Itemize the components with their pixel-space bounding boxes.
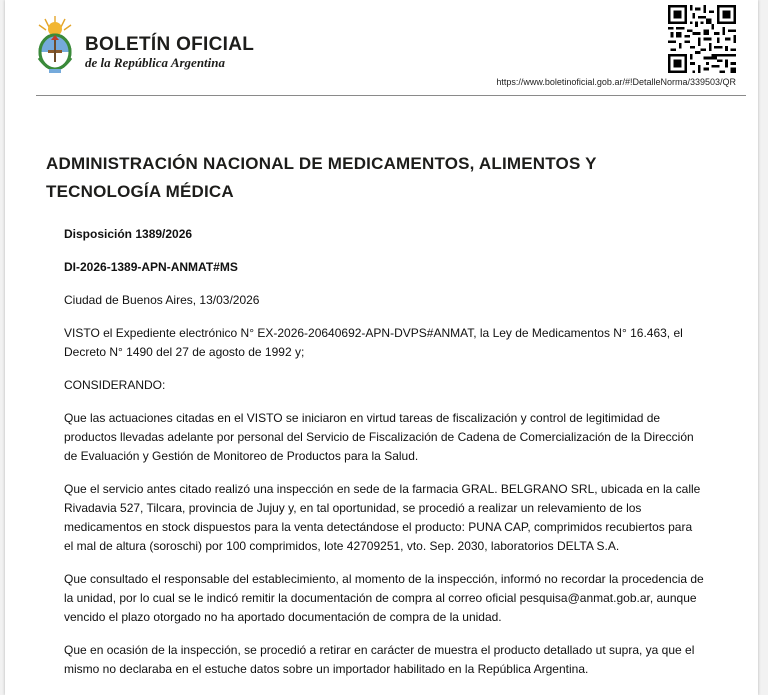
disposition-reference: DI-2026-1389-APN-ANMAT#MS xyxy=(64,260,238,274)
paragraph: Que el servicio antes citado realizó una inspección en sede de la farmacia GRAL. BELGRANO SRL, ubicada en la calle Rivadavia 527, Tilcara, provincia de Jujuy y, en tal oportunidad, se procedió a realizar un relevamiento de los medicamentos en stock dispuestos para la venta detectándose el producto: PUNA CAP, comprimidos recubiertos para el mal de altura (soroschi) por 100 comprimidos, lote 42709251, vto. Sep. 2030, laboratorios DELTA S.A. xyxy=(64,482,701,553)
document-page xyxy=(5,0,758,695)
place-date: Ciudad de Buenos Aires, 13/03/2026 xyxy=(64,293,260,307)
brand-subtitle: de la República Argentina xyxy=(85,55,225,70)
document-url[interactable]: https://www.boletinoficial.gob.ar/#!DetalleNorma/339503/QR xyxy=(496,77,736,87)
disposition-number: Disposición 1389/2026 xyxy=(64,227,193,241)
paragraph: Que consultado el responsable del establecimiento, al momento de la inspección, informó no recordar la procedencia de la unidad, por lo cual se le indicó remitir la documentación de compra al correo oficial pesquisa@anmat.gob.ar, aunque vencido el plazo otorgado no ha aportado documentación de compra de la unidad. xyxy=(64,572,704,624)
document-body xyxy=(64,225,704,693)
qr-code-icon[interactable] xyxy=(668,5,736,73)
header-divider xyxy=(36,95,746,96)
paragraph: Que en ocasión de la inspección, se procedió a retirar en carácter de muestra el producto detallado ut supra, ya que el mismo no declaraba en el estuche datos sobre un importador habilitado en la República Argentina. xyxy=(64,643,695,676)
argentina-coat-of-arms-icon xyxy=(33,14,77,78)
considerando-heading: CONSIDERANDO: xyxy=(64,378,166,392)
header xyxy=(5,0,758,96)
brand-title: BOLETÍN OFICIAL xyxy=(85,34,255,55)
paragraph: Que las actuaciones citadas en el VISTO se iniciaron en virtud tareas de fiscalización y control de legitimidad de productos llevadas adelante por personal del Servicio de Fiscalización de Cadena de Comercialización de la Dirección de Evaluación y Gestión de Monitoreo de Productos para la Salud. xyxy=(64,411,694,463)
organization-title: ADMINISTRACIÓN NACIONAL DE MEDICAMENTOS, ALIMENTOS Y TECNOLOGÍA MÉDICA xyxy=(46,154,597,201)
visto-paragraph: VISTO el Expediente electrónico N° EX-2026-20640692-APN-DVPS#ANMAT, la Ley de Medicamentos N° 16.463, el Decreto N° 1490 del 27 de agosto de 1992 y; xyxy=(64,326,683,359)
